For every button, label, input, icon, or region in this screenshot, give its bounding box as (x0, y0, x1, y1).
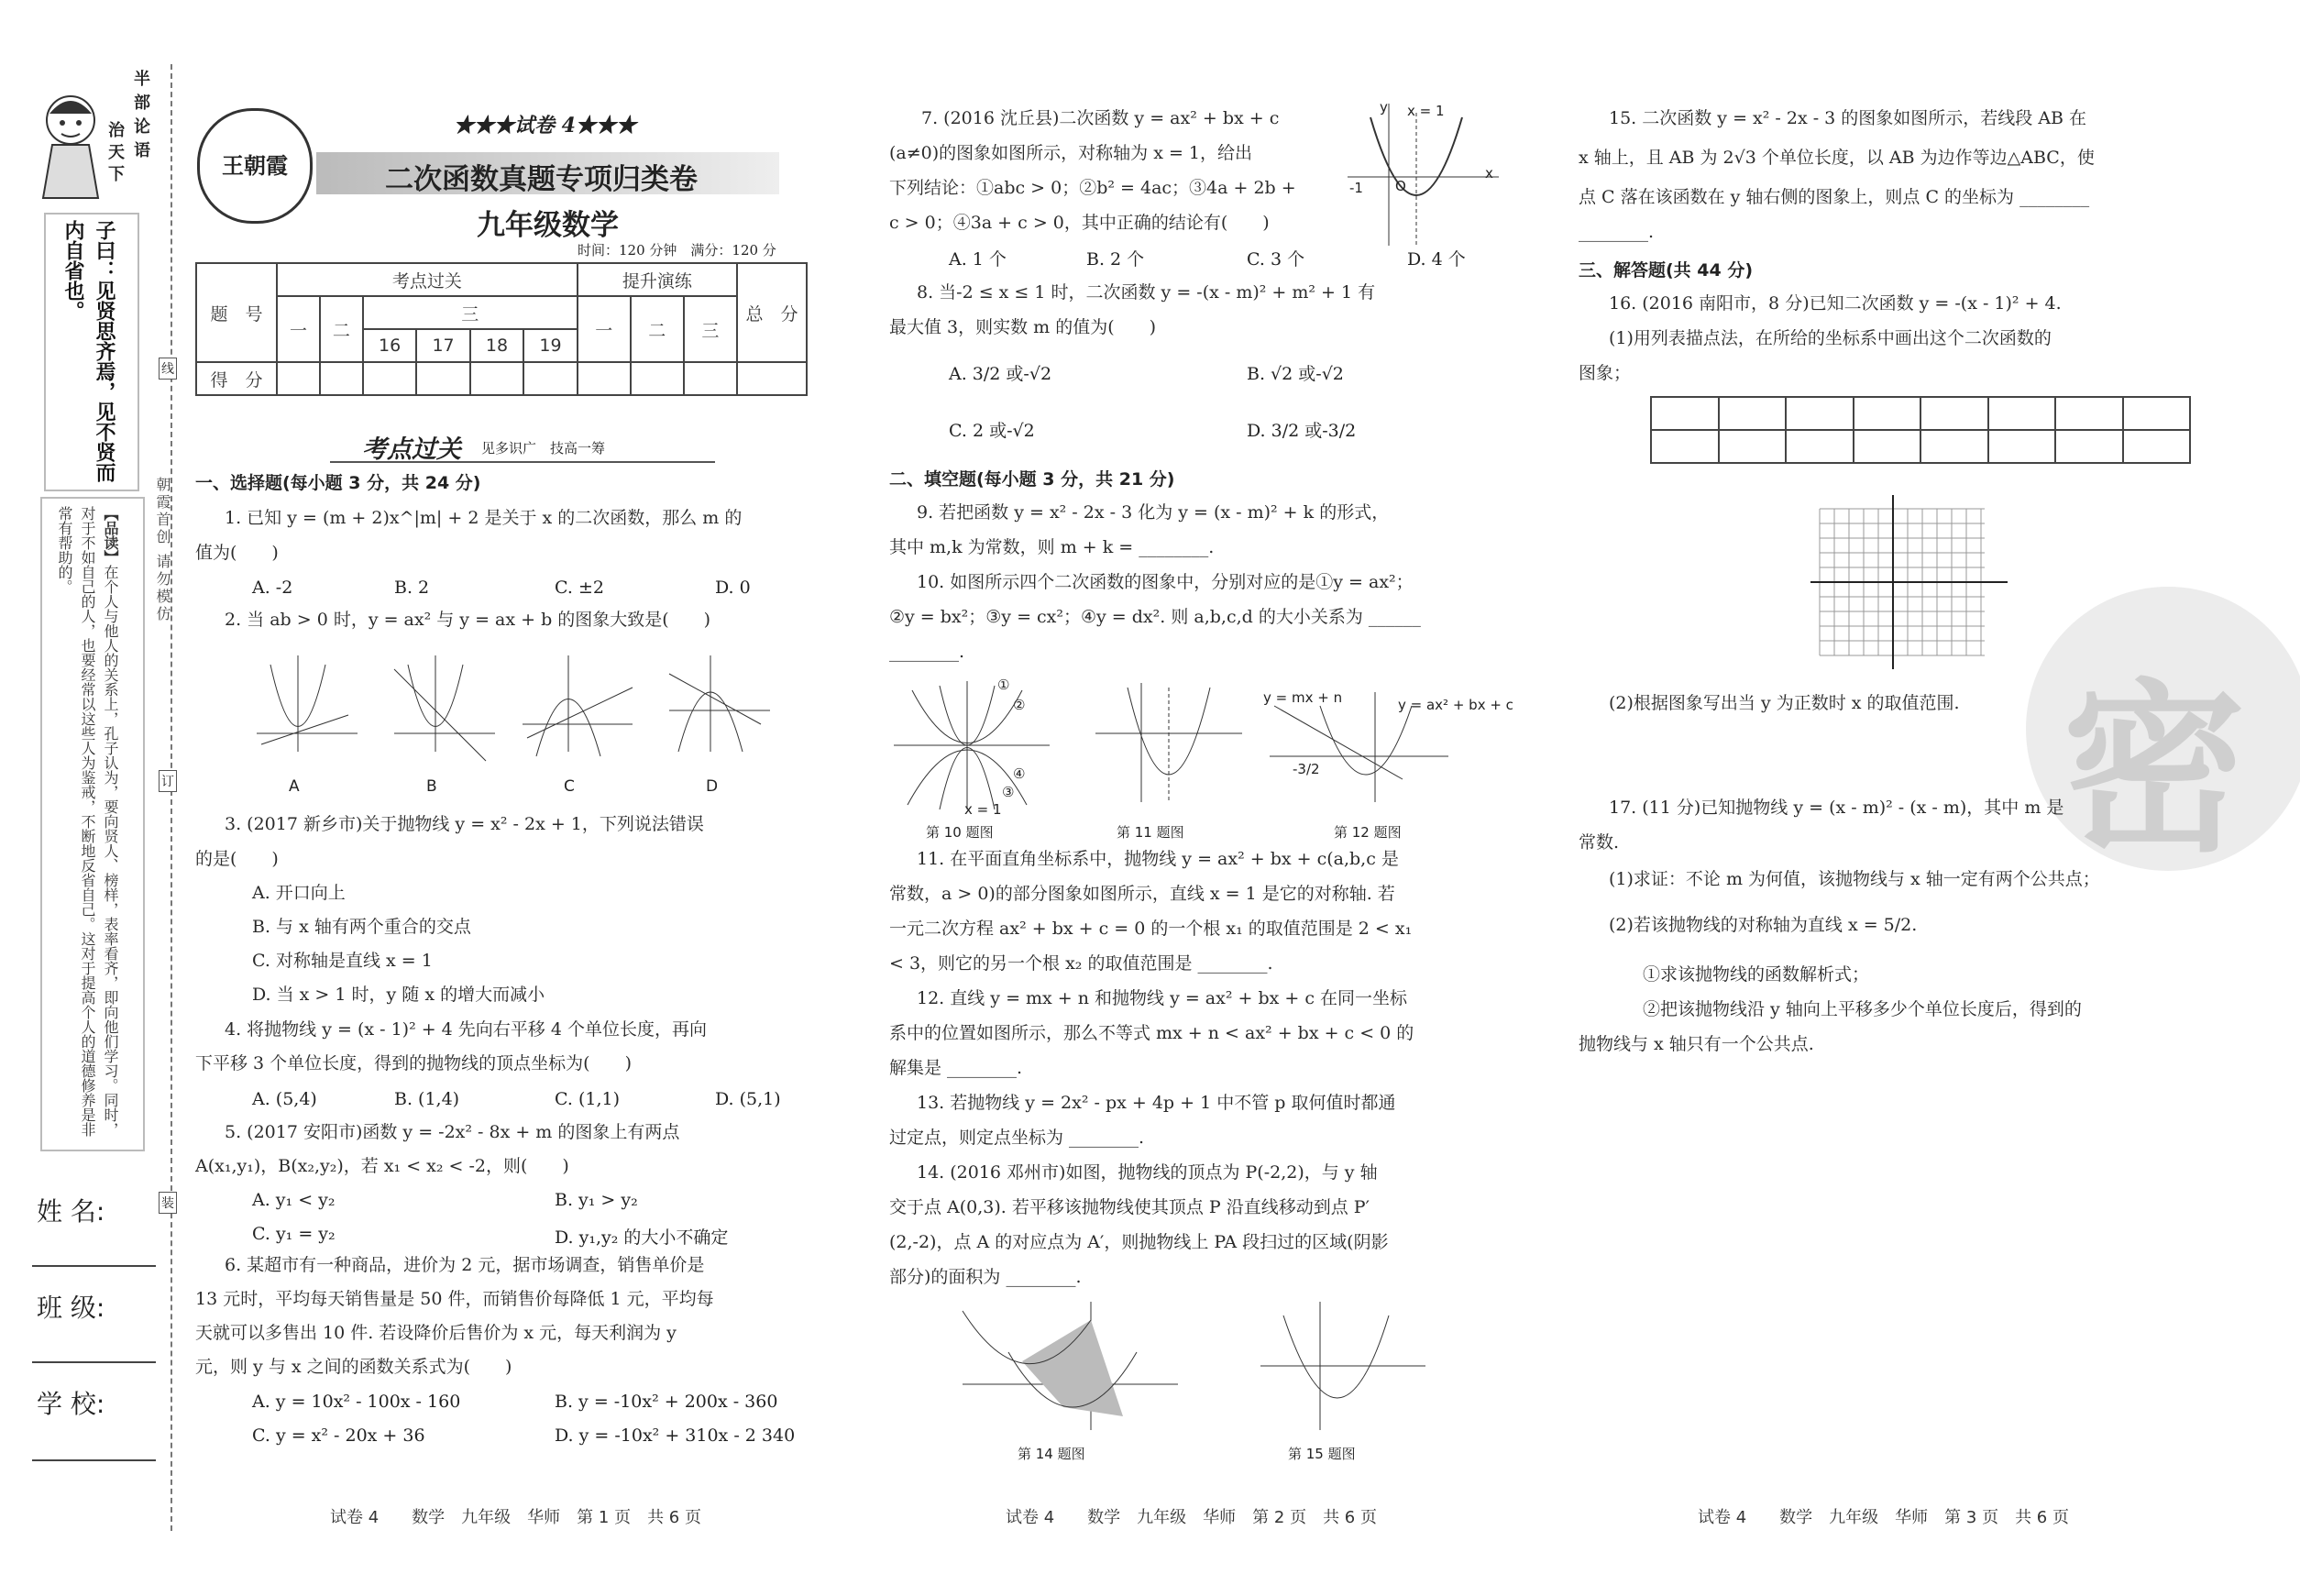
q15-line-4: ________. (1579, 222, 1655, 242)
score-cell[interactable] (470, 362, 523, 395)
section-2-heading: 二、填空题(每小题 3 分，共 21 分) (889, 469, 1175, 490)
q1-opt-c[interactable]: C. ±2 (555, 578, 604, 598)
q2-label-c[interactable]: C (564, 777, 575, 796)
q8-line-1: 8. 当-2 ≤ x ≤ 1 时，二次函数 y = -(x - m)² + m² + 1 有 (917, 282, 1376, 303)
fig12-line-label: y = mx + n (1263, 689, 1343, 706)
q16-value-table[interactable] (1650, 396, 2191, 464)
q4-line-2: 下平移 3 个单位长度，得到的抛物线的顶点坐标为( ) (195, 1053, 632, 1073)
q7-line-1: 7. (2016 沈丘县)二次函数 y = ax² + bx + c (921, 108, 1280, 128)
q5-opt-a[interactable]: A. y₁ < y₂ (252, 1190, 336, 1210)
page-1-footer: 试卷 4 数学 九年级 华师 第 1 页 共 6 页 (330, 1508, 701, 1527)
fig10-mark-2: ② (1013, 697, 1026, 713)
q11-line-1: 11. 在平面直角坐标系中，抛物线 y = ax² + bx + c(a,b,c 是 (917, 849, 1399, 869)
exam-label: ★★★试卷 4★★★ (454, 114, 636, 138)
q3-opt-a[interactable]: A. 开口向上 (252, 883, 346, 903)
score-cell[interactable] (523, 362, 577, 395)
q7-line-3: 下列结论：①abc > 0；②b² = 4ac；③4a + 2b + (889, 178, 1296, 198)
commentary-text (53, 506, 122, 1139)
q11-line-3: 一元二次方程 ax² + bx + c = 0 的一个根 x₁ 的取值范围是 2 < x₁ (889, 919, 1413, 939)
q9-line-1: 9. 若把函数 y = x² - 2x - 3 化为 y = (x - m)² + k 的形式， (917, 502, 1390, 523)
q3-opt-b[interactable]: B. 与 x 轴有两个重合的交点 (252, 917, 471, 937)
q3-line-2: 的是( ) (195, 849, 279, 869)
logo-text: 王朝霞 (222, 152, 288, 179)
commentary-body: 在个人与他人的关系上，孔子认为，要向贤人、榜样，表率看齐，即向他们学习。同时，对于不如自己的人，也要经常以这些人为鉴戒，不断地反省自己。这对于提高个人的道德修养是非常有帮助的。 (56, 506, 119, 1137)
q8-opt-a[interactable]: A. 3/2 或-√2 (949, 364, 1052, 384)
fig10-mark-1: ① (997, 677, 1010, 693)
q17-line-5: ①求该抛物线的函数解析式； (1643, 964, 1870, 985)
fig14-caption: 第 14 题图 (1018, 1446, 1085, 1462)
fig-15 (1256, 1297, 1430, 1435)
middle-vertical-text: 朝霞首创 请勿模仿 (154, 477, 171, 624)
col-three: 三 (363, 296, 578, 329)
cut-mark-2: 订 (159, 770, 177, 792)
seal-text: 密 (2063, 662, 2247, 871)
q7-opt-b[interactable]: B. 2 个 (1086, 249, 1145, 270)
q4-opt-c[interactable]: C. (1,1) (555, 1089, 620, 1109)
q2-label-b[interactable]: B (426, 777, 437, 796)
row-label-2: 得 分 (196, 362, 277, 395)
q1-opt-d[interactable]: D. 0 (715, 578, 751, 598)
q9-line-2: 其中 m,k 为常数，则 m + k = ________. (889, 537, 1215, 557)
q2-line-1: 2. 当 ab > 0 时，y = ax² 与 y = ax + b 的图象大致是( ) (225, 610, 711, 630)
q5-opt-b[interactable]: B. y₁ > y₂ (555, 1190, 638, 1210)
q11-line-4: < 3，则它的另一个根 x₂ 的取值范围是 ________. (889, 953, 1273, 974)
col-two: 二 (320, 296, 363, 362)
q15-line-1: 15. 二次函数 y = x² - 2x - 3 的图象如图所示，若线段 AB 在 (1609, 108, 2087, 128)
q4-opt-a[interactable]: A. (5,4) (252, 1089, 317, 1109)
score-cell[interactable] (631, 362, 684, 395)
q7-fig-y: y (1380, 99, 1388, 116)
q8-opt-c[interactable]: C. 2 或-√2 (949, 421, 1035, 441)
q4-opt-b[interactable]: B. (1,4) (394, 1089, 460, 1109)
q6-line-3: 天就可以多售出 10 件. 若设降价后售价为 x 元，每天利润为 y (195, 1323, 677, 1343)
commentary-label: 【品读】 (102, 506, 119, 565)
fig11-caption: 第 11 题图 (1117, 824, 1184, 841)
group-1: 考点过关 (277, 263, 578, 296)
q11-line-2: 常数，a > 0)的部分图象如图所示，直线 x = 1 是它的对称轴. 若 (889, 884, 1395, 904)
total-label: 总 分 (737, 263, 807, 362)
q2-fig-b (394, 655, 495, 761)
section-3-heading: 三、解答题(共 44 分) (1579, 260, 1754, 281)
q3-line-1: 3. (2017 新乡市)关于抛物线 y = x² - 2x + 1，下列说法错误 (225, 814, 704, 834)
group-2: 提升演练 (578, 263, 737, 296)
q15-line-2: x 轴上，且 AB 为 2√3 个单位长度，以 AB 为边作等边△ABC，使 (1579, 148, 2095, 168)
fig15-caption: 第 15 题图 (1288, 1446, 1356, 1462)
q17-line-6: ②把该抛物线沿 y 轴向上平移多少个单位长度后，得到的 (1643, 999, 2082, 1019)
q10-line-1: 10. 如图所示四个二次函数的图象中，分别对应的是①y = ax²； (917, 572, 1414, 592)
fig10-x-eq: x = 1 (964, 801, 1002, 818)
col-b-three: 三 (684, 296, 737, 362)
page-2-footer: 试卷 4 数学 九年级 华师 第 2 页 共 6 页 (1006, 1508, 1377, 1527)
fig-11 (1091, 678, 1247, 807)
q7-opt-d[interactable]: D. 4 个 (1407, 249, 1466, 270)
q16-part-2: (2)根据图象写出当 y 为正数时 x 的取值范围. (1609, 693, 1960, 713)
section-1-heading: 一、选择题(每小题 3 分，共 24 分) (195, 473, 481, 493)
q14-line-2: 交于点 A(0,3). 若平移该抛物线使其顶点 P 沿直线移动到点 P′ (889, 1197, 1370, 1217)
q5-line-2: A(x₁,y₁)，B(x₂,y₂)，若 x₁ < x₂ < -2，则( ) (195, 1156, 569, 1176)
q17-line-1: 17. (11 分)已知抛物线 y = (x - m)² - (x - m)，其中 m 是 (1609, 798, 2064, 818)
col-19: 19 (523, 329, 577, 362)
fig-14 (953, 1297, 1183, 1435)
score-table (195, 262, 808, 396)
q10-line-2: ②y = bx²；③y = cx²；④y = dx². 则 a,b,c,d 的大小关系为 ______ (889, 607, 1421, 627)
q2-figures (248, 651, 779, 765)
brand-logo (197, 108, 313, 224)
q4-opt-d[interactable]: D. (5,1) (715, 1089, 781, 1109)
q17-line-2: 常数. (1579, 832, 1620, 853)
q3-opt-d[interactable]: D. 当 x > 1 时，y 随 x 的增大而减小 (252, 985, 545, 1005)
time-info: 时间：120 分钟 满分：120 分 (578, 242, 776, 259)
q2-fig-a (257, 655, 358, 752)
q7-opt-c[interactable]: C. 3 个 (1247, 249, 1305, 270)
q2-fig-c (523, 655, 633, 756)
q2-label-d[interactable]: D (706, 777, 719, 796)
fig12-neg-three-halves: -3/2 (1293, 761, 1320, 777)
q7-opt-a[interactable]: A. 1 个 (949, 249, 1007, 270)
banner-text-2: 治天下 (105, 121, 125, 187)
q8-line-2: 最大值 3，则实数 m 的值为( ) (889, 317, 1157, 337)
q14-line-3: (2,-2)，点 A 的对应点为 A′，则抛物线上 PA 段扫过的区域(阴影 (889, 1232, 1389, 1252)
q3-opt-c[interactable]: C. 对称轴是直线 x = 1 (252, 951, 433, 971)
q13-line-1: 13. 若抛物线 y = 2x² - px + 4p + 1 中不管 p 取何值时都通 (917, 1093, 1396, 1113)
q10-line-3: ________. (889, 642, 965, 662)
name-field[interactable] (32, 1265, 156, 1267)
name-label: 姓 名: (37, 1196, 105, 1227)
q6-line-1: 6. 某超市有一种商品，进价为 2 元，据市场调查，销售单价是 (225, 1255, 705, 1275)
q16-line-1: 16. (2016 南阳市，8 分)已知二次函数 y = -(x - 1)² + 4. (1609, 293, 2062, 314)
score-cell[interactable] (416, 362, 469, 395)
fig12-parabola-label: y = ax² + bx + c (1398, 697, 1513, 713)
cut-mark-1: 线 (159, 358, 177, 380)
q14-line-1: 14. (2016 邓州市)如图，抛物线的顶点为 P(-2,2)，与 y 轴 (917, 1162, 1378, 1183)
q8-opt-d[interactable]: D. 3/2 或-3/2 (1247, 421, 1357, 441)
q7-figure (1343, 99, 1508, 250)
q2-label-a[interactable]: A (289, 777, 300, 796)
col-17: 17 (416, 329, 469, 362)
q12-line-1: 12. 直线 y = mx + n 和抛物线 y = ax² + bx + c 在同一坐标 (917, 988, 1408, 1008)
q7-line-2: (a≠0)的图象如图所示，对称轴为 x = 1，给出 (889, 143, 1253, 163)
q16-line-2: (1)用列表描点法，在所给的坐标系中画出这个二次函数的 (1609, 328, 2052, 348)
q12-line-2: 系中的位置如图所示，那么不等式 mx + n < ax² + bx + c < 0 的 (889, 1023, 1414, 1043)
q6-line-4: 元，则 y 与 x 之间的函数关系式为( ) (195, 1357, 512, 1377)
fig12-caption: 第 12 题图 (1334, 824, 1402, 841)
q7-fig-origin: O (1395, 178, 1406, 194)
q1-line-2: 值为( ) (195, 543, 279, 563)
school-field[interactable] (32, 1459, 156, 1461)
q7-fig-x: x (1485, 165, 1493, 182)
q4-line-1: 4. 将抛物线 y = (x - 1)² + 4 先向右平移 4 个单位长度，再向 (225, 1019, 707, 1040)
section-banner-slogan: 见多识广 技高一筹 (481, 440, 606, 457)
q14-line-4: 部分)的面积为 ________. (889, 1267, 1082, 1287)
school-label: 学 校: (37, 1389, 105, 1419)
fig-10 (889, 677, 1054, 814)
q16-line-3: 图象； (1579, 363, 1632, 383)
q12-line-3: 解集是 ________. (889, 1058, 1023, 1078)
row-label-1: 题 号 (196, 263, 277, 362)
q17-line-7: 抛物线与 x 轴只有一个公共点. (1579, 1034, 1814, 1054)
score-cell[interactable] (737, 362, 807, 395)
class-label: 班 级: (37, 1293, 105, 1323)
q1-line-1: 1. 已知 y = (m + 2)x^|m| + 2 是关于 x 的二次函数，那么 m 的 (225, 508, 743, 528)
cut-mark-3: 装 (159, 1192, 177, 1214)
fig10-mark-3: ③ (1002, 784, 1015, 800)
score-cell[interactable] (684, 362, 737, 395)
seal-watermark (2026, 587, 2300, 871)
q6-opt-a[interactable]: A. y = 10x² - 100x - 160 (252, 1392, 461, 1412)
q1-opt-a[interactable]: A. -2 (252, 578, 293, 598)
q15-line-3: 点 C 落在该函数在 y 轴右侧的图象上，则点 C 的坐标为 ________ (1579, 187, 2090, 207)
exam-subtitle: 九年级数学 (477, 209, 619, 242)
class-field[interactable] (32, 1361, 156, 1363)
section-banner-title: 考点过关 (362, 435, 461, 464)
page-3-footer: 试卷 4 数学 九年级 华师 第 3 页 共 6 页 (1698, 1508, 2069, 1527)
q7-fig-neg-one: -1 (1349, 180, 1363, 196)
q5-opt-c[interactable]: C. y₁ = y₂ (252, 1224, 336, 1244)
section-banner-line (330, 461, 715, 463)
col-18: 18 (470, 329, 523, 362)
q5-line-1: 5. (2017 安阳市)函数 y = -2x² - 8x + m 的图象上有两点 (225, 1122, 680, 1142)
confucius-quote: 子曰：见贤思齐焉，见不贤而内自省也。 (61, 220, 116, 482)
cut-line (171, 64, 172, 1531)
q5-opt-d[interactable]: D. y₁,y₂ 的大小不确定 (555, 1227, 729, 1248)
q17-line-3: (1)求证：不论 m 为何值，该抛物线与 x 轴一定有两个公共点； (1609, 869, 2100, 889)
q13-line-2: 过定点，则定点坐标为 ________. (889, 1128, 1145, 1148)
q8-opt-b[interactable]: B. √2 或-√2 (1247, 364, 1344, 384)
q6-opt-b[interactable]: B. y = -10x² + 200x - 360 (555, 1392, 778, 1412)
q7-line-4: c > 0；④3a + c > 0，其中正确的结论有( ) (889, 213, 1270, 233)
col-one: 一 (277, 296, 320, 362)
q6-line-2: 13 元时，平均每天销售量是 50 件，而销售价每降低 1 元，平均每 (195, 1289, 714, 1309)
col-16: 16 (363, 329, 416, 362)
col-b-two: 二 (631, 296, 684, 362)
q7-fig-axis: x = 1 (1407, 103, 1445, 119)
q17-line-4: (2)若该抛物线的对称轴为直线 x = 5/2. (1609, 915, 1918, 935)
exam-title: 二次函数真题专项归类卷 (385, 163, 698, 196)
score-cell[interactable] (320, 362, 363, 395)
q6-opt-c[interactable]: C. y = x² - 20x + 36 (252, 1425, 425, 1446)
q6-opt-d[interactable]: D. y = -10x² + 310x - 2 340 (555, 1425, 796, 1446)
fig10-mark-4: ④ (1013, 765, 1026, 782)
score-cell[interactable] (277, 362, 320, 395)
col-b-one: 一 (578, 296, 631, 362)
score-cell[interactable] (363, 362, 416, 395)
score-cell[interactable] (578, 362, 631, 395)
q1-opt-b[interactable]: B. 2 (394, 578, 430, 598)
banner-text-1: 半部论语 (131, 70, 150, 165)
fig10-caption: 第 10 题图 (926, 824, 994, 841)
q16-grid[interactable] (1810, 490, 2012, 674)
q2-fig-d (669, 655, 770, 752)
